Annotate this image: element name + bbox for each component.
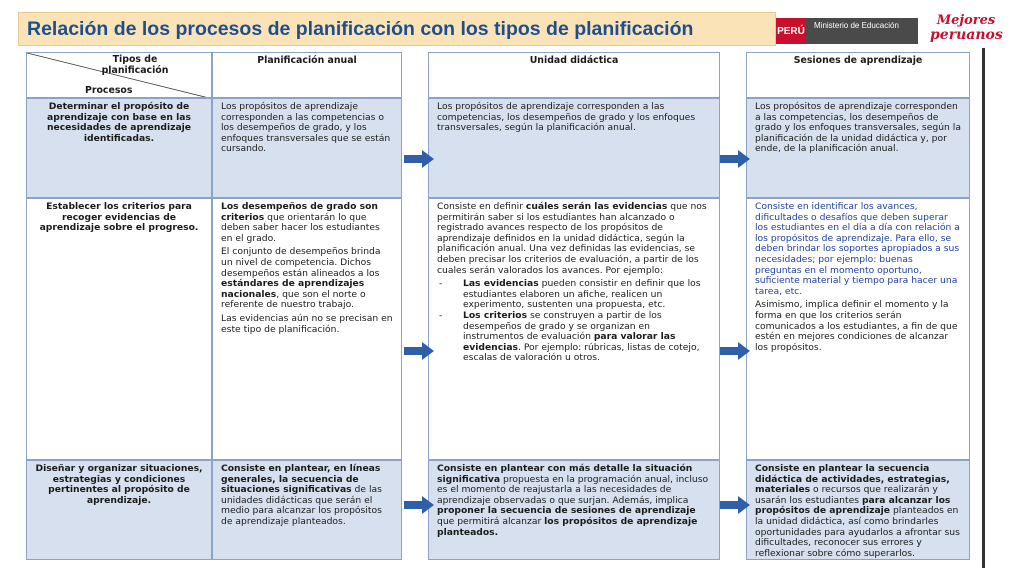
header-tipos-procesos bbox=[26, 52, 212, 98]
arrow-right-icon bbox=[404, 342, 434, 360]
anual-2-p2a: El conjunto de desempeños brinda un nivel de competencia. Dichos desempeños están alineados a los bbox=[221, 246, 381, 279]
li-1-bold: Las evidencias bbox=[463, 278, 539, 290]
li-2-bold2: para valorar las evidencias bbox=[463, 331, 676, 353]
unidad-3-d: que permitirá alcanzar bbox=[437, 515, 545, 527]
sesiones-3-c: para alcanzar los propósitos de aprendizaje bbox=[755, 494, 951, 517]
unidad-2-intro-a: Consiste en definir bbox=[437, 201, 526, 212]
li-1-text: pueden consistir en definir que los estudiantes elaboren un afiche, realicen un experimento, sustenten una propuesta, etc. bbox=[463, 278, 701, 311]
ministry-logo bbox=[776, 18, 918, 44]
anual-2-bold: Los desempeños de grado son criterios bbox=[221, 201, 378, 223]
anual-3-bold: Consiste en plantear, en líneas generales, la secuencia de situaciones significativas bbox=[221, 463, 381, 496]
sesiones-3 bbox=[746, 460, 970, 560]
arrow-right-icon bbox=[404, 150, 434, 168]
list-dash: - bbox=[439, 278, 443, 290]
brand-line-1: Mejores bbox=[936, 13, 996, 28]
unidad-2-intro-b: que nos permitirán saber si los estudiantes han alcanzado o registrado avances respecto de los propósitos de aprendizaje definidos en la unidad didáctica, según la planificación anual. Una vez definidas las evidencias, se deben precisar los criterios de evaluación, a partir de los cuales serán valorados los avances. Por ejemplo: bbox=[437, 201, 707, 276]
proceso-1: Determinar el propósito de aprendizaje con base en las necesidades de aprendizaje identificadas. bbox=[26, 98, 212, 198]
brand-logo bbox=[930, 14, 1002, 48]
li-2-text-b: . Por ejemplo: rúbricas, listas de cotejo, escalas de valoración u otros. bbox=[463, 341, 700, 364]
unidad-2 bbox=[428, 198, 720, 460]
unidad-3-c: proponer la secuencia de sesiones de aprendizaje bbox=[437, 505, 696, 517]
column-procesos bbox=[26, 52, 212, 560]
sesiones-2-p2: Asimismo, implica definir el momento y la forma en que los criterios serán comunicados a los estudiantes, a fin de que estén en mejores condiciones de alcanzar los propósitos. bbox=[755, 299, 958, 353]
ministry-label: Ministerio de Educación bbox=[806, 18, 918, 44]
peru-label: PERÚ bbox=[776, 18, 806, 44]
anual-1: Los propósitos de aprendizaje corresponden a las competencias o los desempeños de grado, y los enfoques transversales que se están cursando. bbox=[212, 98, 402, 198]
list-dash: - bbox=[439, 309, 443, 321]
list-item bbox=[439, 279, 711, 311]
sesiones-3-d: planteados en la unidad didáctica, así como brindarles oportunidades para ayudarlos a afrontar sus dificultades, reconocer sus errores y reflexionar sobre cómo superarlos. bbox=[755, 505, 960, 559]
unidad-3-a: Consiste en plantear con más detalle la situación significativa bbox=[437, 463, 693, 485]
unidad-3 bbox=[428, 460, 720, 560]
unidad-3-e: los propósitos de aprendizaje planteados. bbox=[437, 515, 698, 538]
sesiones-2 bbox=[746, 198, 970, 460]
list-item bbox=[439, 311, 711, 364]
arrow-right-icon bbox=[720, 342, 750, 360]
sesiones-3-a: Consiste en plantear la secuencia didáctica de actividades, estrategias, materiales bbox=[755, 463, 950, 496]
title-banner bbox=[18, 12, 776, 46]
divider-rule bbox=[982, 48, 985, 568]
proceso-2: Establecer los criterios para recoger evidencias de aprendizaje sobre el progreso. bbox=[26, 198, 212, 460]
li-2-bold: Los criterios bbox=[463, 309, 528, 321]
anual-3 bbox=[212, 460, 402, 560]
header-sesiones: Sesiones de aprendizaje bbox=[746, 52, 970, 98]
column-sesiones bbox=[746, 52, 970, 560]
sesiones-2-p1: Consiste en identificar los avances, dificultades o desafíos que deben superar los estudiantes en el día a día con relación a los propósitos de aprendizaje. Para ello, se deben brindar los soportes apropiados a sus necesidades; por ejemplo: buenas preguntas en el momento oportuno, suficiente material y tiempo para hacer una tarea, etc. bbox=[755, 201, 960, 297]
sesiones-3-b: o recursos que realizarán y usarán los estudiantes bbox=[755, 484, 938, 506]
column-anual bbox=[212, 52, 402, 560]
unidad-2-list bbox=[439, 279, 711, 364]
brand-line-2: peruanos bbox=[930, 27, 1003, 43]
unidad-2-intro-bold: cuáles serán las evidencias bbox=[525, 201, 668, 212]
header-anual: Planificación anual bbox=[212, 52, 402, 98]
header-procesos: Procesos bbox=[85, 85, 133, 96]
li-2-text-a: se construyen a partir de los desempeños de grado y se organizan en instrumentos de evaluación bbox=[463, 309, 662, 343]
anual-2-text: que orientarán lo que deben saber hacer los estudiantes en el grado. bbox=[221, 211, 380, 244]
header-unidad: Unidad didáctica bbox=[428, 52, 720, 98]
anual-2-p2b: , que son el norte o referente de nuestro trabajo. bbox=[221, 288, 366, 311]
header-tipos: Tipos de planificación bbox=[101, 54, 169, 76]
arrow-right-icon bbox=[404, 496, 434, 514]
column-unidad bbox=[428, 52, 720, 560]
page-title: Relación de los procesos de planificación con los tipos de planificación bbox=[27, 17, 694, 40]
arrow-right-icon bbox=[720, 150, 750, 168]
anual-2 bbox=[212, 198, 402, 460]
unidad-1: Los propósitos de aprendizaje corresponden a las competencias, los desempeños de grado y los enfoques transversales, según la planificación anual. bbox=[428, 98, 720, 198]
anual-3-text: de las unidades didácticas que serán el medio para alcanzar los propósitos de aprendizaje planteados. bbox=[221, 484, 382, 527]
proceso-3: Diseñar y organizar situaciones, estrategias y condiciones pertinentes al propósito de aprendizaje. bbox=[26, 460, 212, 560]
anual-2-p2-bold: estándares de aprendizajes nacionales bbox=[221, 278, 365, 300]
unidad-3-b: propuesta en la programación anual, incluso es el momento de reajustarla a las necesidades de aprendizaje observadas o que surjan. Además, implica bbox=[437, 473, 709, 506]
sesiones-1: Los propósitos de aprendizaje corresponden a las competencias, los desempeños de grado y los enfoques transversales, según la planificación de la unidad didáctica y, por ende, de la planificación anual. bbox=[746, 98, 970, 198]
anual-2-p3: Las evidencias aún no se precisan en este tipo de planificación. bbox=[221, 312, 393, 335]
arrow-right-icon bbox=[720, 496, 750, 514]
